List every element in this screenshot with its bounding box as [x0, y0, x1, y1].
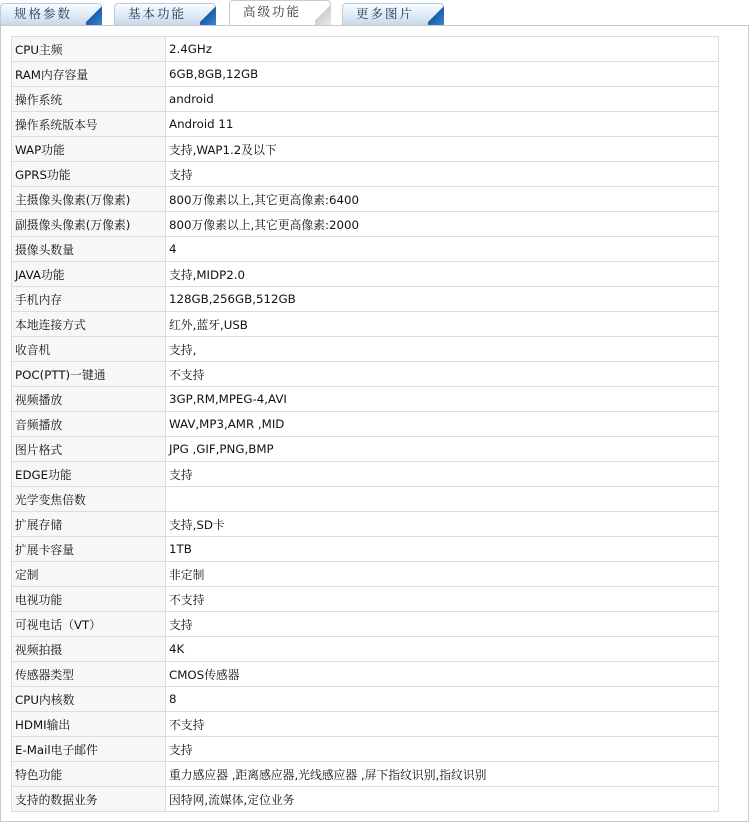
- table-row: [12, 37, 719, 62]
- spec-value: WAV,MP3,AMR ,MID: [166, 412, 719, 437]
- table-row: [12, 112, 719, 137]
- spec-value: 800万像素以上,其它更高像素:2000: [166, 212, 719, 237]
- table-row: [12, 637, 719, 662]
- spec-value: 支持: [166, 462, 719, 487]
- spec-key: 操作系统: [12, 87, 166, 112]
- table-row: [12, 487, 719, 512]
- spec-key: WAP功能: [12, 137, 166, 162]
- spec-key: POC(PTT)一键通: [12, 362, 166, 387]
- spec-key: CPU主频: [12, 37, 166, 62]
- spec-key: E-Mail电子邮件: [12, 737, 166, 762]
- tab-specs[interactable]: 规格参数: [0, 3, 102, 25]
- spec-key: 可视电话（VT）: [12, 612, 166, 637]
- spec-value: 3GP,RM,MPEG-4,AVI: [166, 387, 719, 412]
- spec-key: 手机内存: [12, 287, 166, 312]
- spec-value: android: [166, 87, 719, 112]
- spec-key: 主摄像头像素(万像素): [12, 187, 166, 212]
- spec-value: 因特网,流媒体,定位业务: [166, 787, 719, 812]
- spec-value: 支持,MIDP2.0: [166, 262, 719, 287]
- spec-key: 音频播放: [12, 412, 166, 437]
- tab-bar: [0, 0, 749, 25]
- table-row: [12, 712, 719, 737]
- spec-value: 重力感应器 ,距离感应器,光线感应器 ,屏下指纹识别,指纹识别: [166, 762, 719, 787]
- spec-key: JAVA功能: [12, 262, 166, 287]
- spec-value: JPG ,GIF,PNG,BMP: [166, 437, 719, 462]
- spec-key: EDGE功能: [12, 462, 166, 487]
- spec-key: 摄像头数量: [12, 237, 166, 262]
- table-row: [12, 62, 719, 87]
- spec-key: 特色功能: [12, 762, 166, 787]
- table-row: [12, 462, 719, 487]
- table-row: [12, 787, 719, 812]
- spec-value: 1TB: [166, 537, 719, 562]
- spec-key: 视频播放: [12, 387, 166, 412]
- tab-advanced-features[interactable]: 高级功能: [229, 0, 331, 25]
- table-row: [12, 437, 719, 462]
- table-row: [12, 612, 719, 637]
- spec-key: CPU内核数: [12, 687, 166, 712]
- table-row: [12, 212, 719, 237]
- spec-value: 支持,SD卡: [166, 512, 719, 537]
- table-row: [12, 362, 719, 387]
- spec-value: 8: [166, 687, 719, 712]
- spec-table: [11, 36, 719, 812]
- spec-value: 128GB,256GB,512GB: [166, 287, 719, 312]
- spec-value: 不支持: [166, 712, 719, 737]
- tab-basic-features[interactable]: 基本功能: [114, 3, 216, 25]
- spec-value: Android 11: [166, 112, 719, 137]
- spec-value: 支持,: [166, 337, 719, 362]
- spec-value: 不支持: [166, 362, 719, 387]
- spec-value: 4K: [166, 637, 719, 662]
- table-row: [12, 762, 719, 787]
- spec-key: GPRS功能: [12, 162, 166, 187]
- tab-more-images[interactable]: 更多图片: [342, 3, 444, 25]
- spec-panel: [0, 25, 749, 822]
- table-row: [12, 237, 719, 262]
- table-row: [12, 87, 719, 112]
- table-row: [12, 737, 719, 762]
- table-row: [12, 387, 719, 412]
- spec-value: 支持: [166, 612, 719, 637]
- spec-key: 定制: [12, 562, 166, 587]
- spec-value: 支持,WAP1.2及以下: [166, 137, 719, 162]
- spec-key: 操作系统版本号: [12, 112, 166, 137]
- spec-value: 非定制: [166, 562, 719, 587]
- spec-key: HDMI输出: [12, 712, 166, 737]
- table-row: [12, 162, 719, 187]
- spec-key: 光学变焦倍数: [12, 487, 166, 512]
- spec-value: 红外,蓝牙,USB: [166, 312, 719, 337]
- spec-value: 800万像素以上,其它更高像素:6400: [166, 187, 719, 212]
- spec-value: 4: [166, 237, 719, 262]
- table-row: [12, 562, 719, 587]
- spec-key: 支持的数据业务: [12, 787, 166, 812]
- table-row: [12, 337, 719, 362]
- table-row: [12, 687, 719, 712]
- spec-key: 传感器类型: [12, 662, 166, 687]
- spec-key: 收音机: [12, 337, 166, 362]
- spec-key: 图片格式: [12, 437, 166, 462]
- spec-key: 扩展存储: [12, 512, 166, 537]
- spec-key: 本地连接方式: [12, 312, 166, 337]
- spec-value: CMOS传感器: [166, 662, 719, 687]
- spec-value: 支持: [166, 737, 719, 762]
- spec-key: 副摄像头像素(万像素): [12, 212, 166, 237]
- spec-value: 6GB,8GB,12GB: [166, 62, 719, 87]
- spec-value: 不支持: [166, 587, 719, 612]
- table-row: [12, 137, 719, 162]
- table-row: [12, 312, 719, 337]
- spec-value: 2.4GHz: [166, 37, 719, 62]
- table-row: [12, 537, 719, 562]
- spec-key: 扩展卡容量: [12, 537, 166, 562]
- table-row: [12, 187, 719, 212]
- table-row: [12, 587, 719, 612]
- table-row: [12, 412, 719, 437]
- spec-key: RAM内存容量: [12, 62, 166, 87]
- spec-value: 支持: [166, 162, 719, 187]
- spec-key: 视频拍摄: [12, 637, 166, 662]
- table-row: [12, 512, 719, 537]
- table-row: [12, 662, 719, 687]
- table-row: [12, 262, 719, 287]
- table-row: [12, 287, 719, 312]
- spec-value: [166, 487, 719, 512]
- spec-key: 电视功能: [12, 587, 166, 612]
